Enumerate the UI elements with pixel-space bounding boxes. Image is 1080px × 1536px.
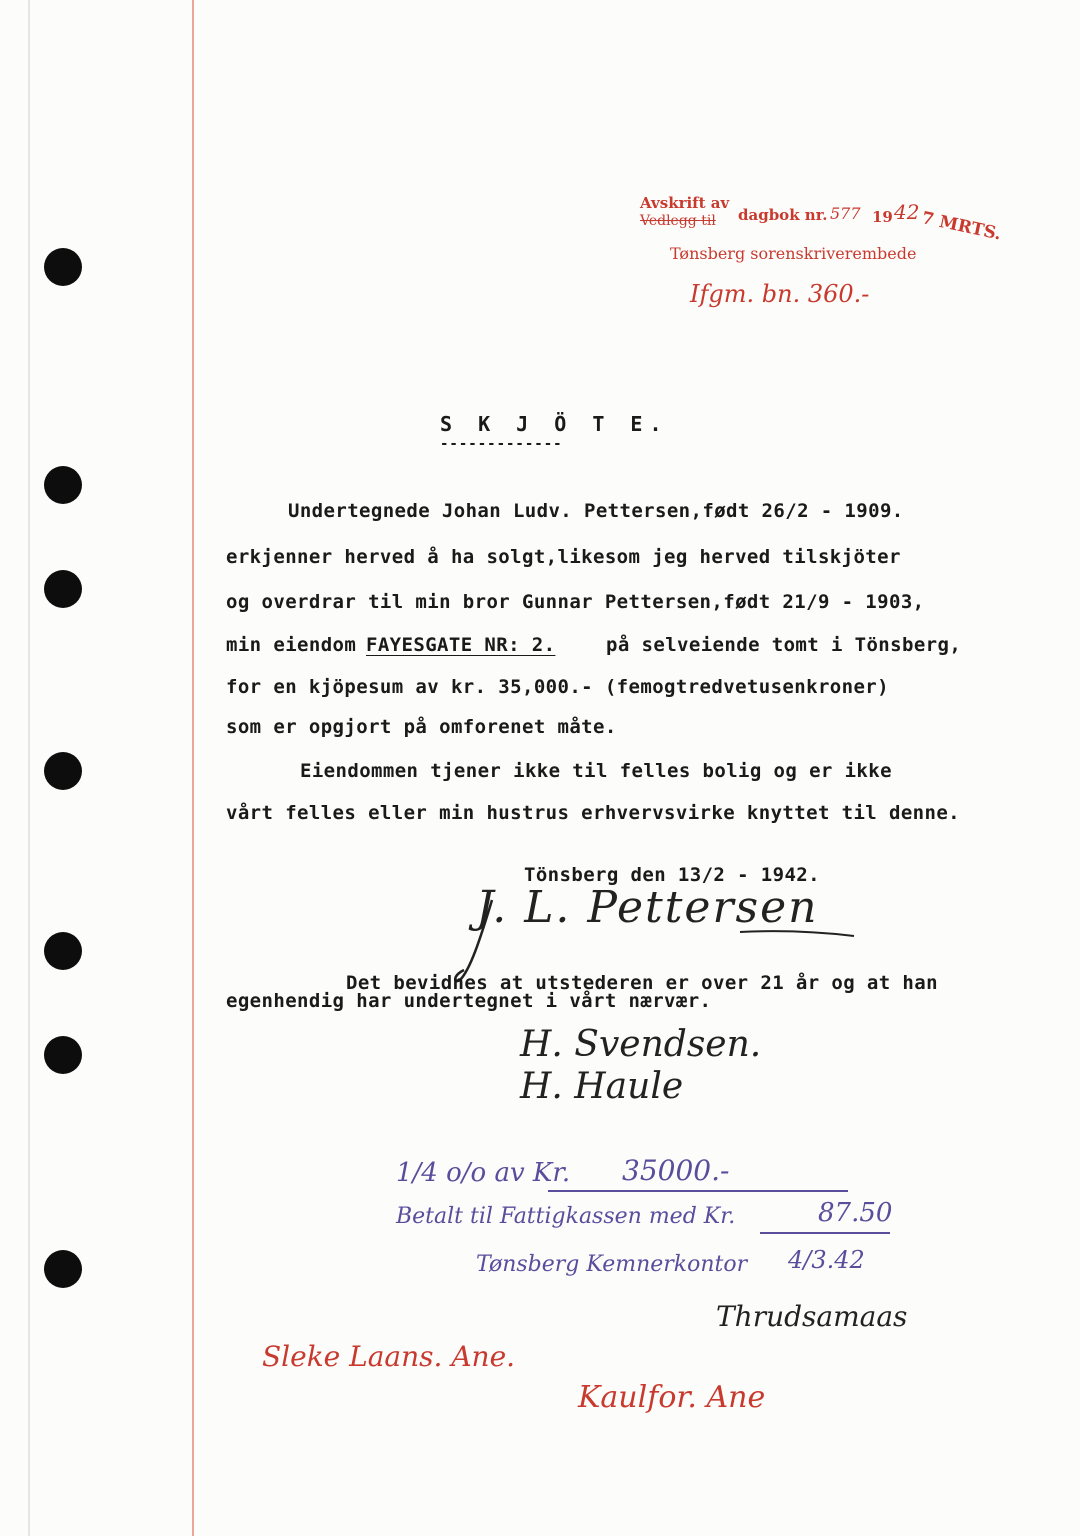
punch-hole xyxy=(44,570,82,608)
stamp-line-vedlegg: Vedlegg til xyxy=(640,213,716,229)
witness-signature: H. Svendsen. xyxy=(520,1024,762,1065)
stamp-year-suffix: 42 xyxy=(894,200,920,224)
fee-rule xyxy=(548,1190,848,1192)
punch-hole xyxy=(44,932,82,970)
fee-rate-label: 1/4 o/o av Kr. xyxy=(396,1158,571,1188)
stamp-entry-number: 577 xyxy=(830,204,861,223)
stamp-line-avskrift: Avskrift av xyxy=(640,194,730,212)
punch-hole xyxy=(44,248,82,286)
punch-hole xyxy=(44,752,82,790)
title-underline: ------------- xyxy=(440,436,563,452)
tax-office-date: 4/3.42 xyxy=(788,1246,865,1274)
witness-attestation: Det bevidnes at utstederen er over 21 år og at han xyxy=(346,972,938,994)
place-date: Tönsberg den 13/2 - 1942. xyxy=(524,864,820,886)
stamp-date: 7 MRTS. xyxy=(919,208,1003,245)
punch-hole xyxy=(44,1250,82,1288)
deed-line: vårt felles eller min hustrus erhvervsvirke knyttet til denne. xyxy=(226,802,961,824)
note-left: Sleke Laans. Ane. xyxy=(262,1340,516,1373)
deed-line: som er opgjort på omforenet måte. xyxy=(226,716,617,738)
stamp-office: Tønsberg sorenskriverembede xyxy=(670,244,917,263)
deed-line: og overdrar til min bror Gunnar Pettersen,født 21/9 - 1903, xyxy=(226,591,925,613)
deed-line: Undertegnede Johan Ludv. Pettersen,født 26/2 - 1909. xyxy=(288,500,904,522)
margin-rule xyxy=(192,0,194,1536)
deed-line: min eiendom xyxy=(226,634,357,656)
witness-signature: H. Haule xyxy=(520,1066,684,1107)
deed-line: for en kjöpesum av kr. 35,000.- (femogtredvetusenkroner) xyxy=(226,676,889,698)
document-title: S K J Ö T E. xyxy=(440,412,669,436)
tax-office-signature: Thrudsamaas xyxy=(716,1300,908,1333)
tax-office: Tønsberg Kemnerkontor xyxy=(476,1252,748,1277)
page-edge xyxy=(28,0,30,1536)
fee-paid-label: Betalt til Fattigkassen med Kr. xyxy=(396,1204,736,1229)
fee-paid-amount: 87.50 xyxy=(818,1198,893,1228)
deed-line: på selveiende tomt i Tönsberg, xyxy=(606,634,962,656)
property-name: FAYESGATE NR: 2. xyxy=(366,634,556,656)
fee-amount: 35000.- xyxy=(622,1154,730,1187)
punch-hole xyxy=(44,1036,82,1074)
note-right: Kaulfor. Ane xyxy=(578,1380,766,1415)
seller-signature: J. L. Pettersen xyxy=(476,882,819,933)
punch-hole xyxy=(44,466,82,504)
deed-line: Eiendommen tjener ikke til felles bolig og er ikke xyxy=(300,760,892,782)
fee-rule xyxy=(760,1232,890,1234)
stamp-year-prefix: 19 xyxy=(872,208,893,226)
stamp-dagbok-label: dagbok nr. xyxy=(738,206,828,224)
witness-attestation: egenhendig har undertegnet i vårt nærvær. xyxy=(226,990,712,1012)
stamp-handnote: Ifgm. bn. 360.- xyxy=(690,280,870,308)
deed-line: erkjenner herved å ha solgt,likesom jeg herved tilskjöter xyxy=(226,546,901,568)
